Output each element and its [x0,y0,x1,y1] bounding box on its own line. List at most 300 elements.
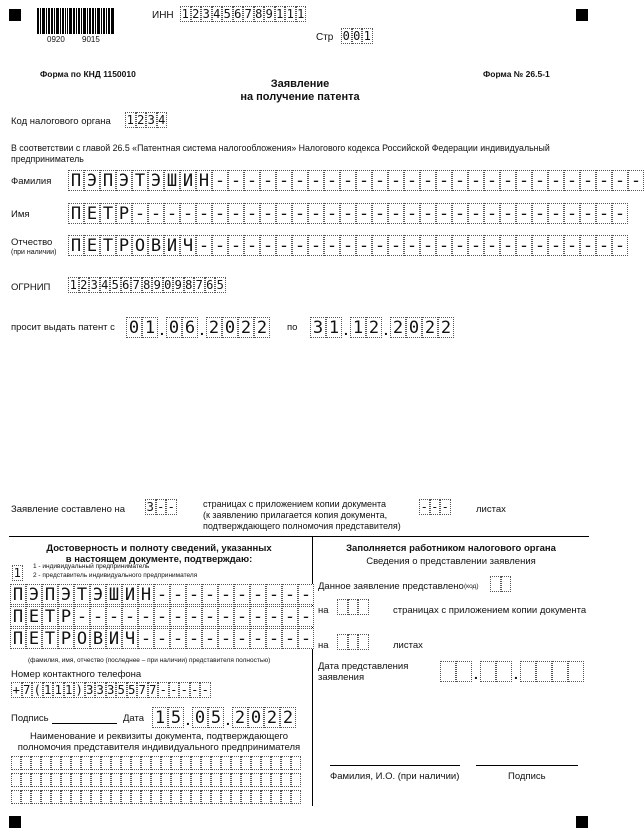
char-cell: - [308,235,324,256]
char-cell [271,756,281,770]
char-cell: 4 [101,278,109,292]
char-cell [131,773,141,787]
char-cell [11,756,21,770]
char-cell: - [228,170,244,191]
char-cell: - [308,203,324,224]
char-cell: 3 [147,113,155,127]
char-cell [201,756,211,770]
char-cell [91,773,101,787]
char-cell: 7 [132,278,140,292]
char-cell: - [266,584,282,605]
char-cell: Е [84,235,100,256]
char-cell: - [260,170,276,191]
char-cell: 6 [206,278,214,292]
char-cell: - [436,235,452,256]
char-cell: - [74,606,90,627]
corner-marker-bottom-right [576,816,588,828]
char-cell [261,790,271,804]
barcode [37,8,115,34]
char-cell [81,756,91,770]
char-cell: 0 [222,317,238,338]
char-cell [51,773,61,787]
char-cell: Э [90,584,106,605]
form-knd: Форма по КНД 1150010 [40,69,136,79]
signature-line[interactable] [52,723,117,724]
char-cell: 5 [168,707,184,728]
char-cell: - [186,606,202,627]
inn-label: ИНН [152,10,174,21]
char-cell: 2 [80,278,88,292]
surname-field[interactable] [68,170,644,191]
char-cell: Т [42,606,58,627]
char-cell: - [282,606,298,627]
signer-type-field[interactable] [12,565,23,581]
char-cell [261,756,271,770]
char-cell [111,790,121,804]
char-cell: Э [148,170,164,191]
representative-patronymic[interactable] [10,628,314,649]
char-cell: - [276,235,292,256]
char-cell: 1 [152,707,168,728]
char-cell: - [580,235,596,256]
char-cell: 2 [390,317,406,338]
char-cell: 9 [174,278,182,292]
char-cell [271,790,281,804]
char-cell: 2 [438,317,454,338]
char-cell: 2 [422,317,438,338]
char-cell: 7 [195,278,203,292]
submission-code-field[interactable] [490,576,511,592]
char-cell: В [90,628,106,649]
char-cell: 3 [107,683,115,697]
char-cell: 1 [363,29,371,43]
office-subtitle: Сведения о представлении заявления [366,556,536,567]
fio-caption: (фамилия, имя, отчество (последнее – при наличии) представителя полностью) [28,657,271,664]
char-cell: 4 [158,113,166,127]
char-cell: 2 [254,317,270,338]
title-line-2: на получение патента [240,91,360,103]
char-cell [171,756,181,770]
char-cell [101,756,111,770]
char-cell [131,756,141,770]
char-cell: - [260,235,276,256]
char-cell [121,773,131,787]
char-cell [337,634,348,650]
char-cell: 0 [248,707,264,728]
char-cell: - [441,500,449,514]
inn-field[interactable] [180,6,306,22]
confirm-title-2: в настоящем документе, подтверждаю: [65,554,253,565]
char-cell: 3 [310,317,326,338]
char-cell: - [468,235,484,256]
char-cell [191,756,201,770]
char-cell [51,756,61,770]
char-cell: В [148,235,164,256]
char-cell: - [266,606,282,627]
char-cell [101,773,111,787]
char-cell: - [452,203,468,224]
char-cell: 9 [153,278,161,292]
char-cell: - [452,235,468,256]
name-field[interactable] [68,203,628,224]
char-cell: - [452,170,468,191]
char-cell [141,756,151,770]
char-cell: - [388,170,404,191]
ogrnip-field[interactable] [68,277,226,293]
char-cell: - [234,628,250,649]
char-cell: - [500,203,516,224]
char-cell: - [212,203,228,224]
on-label-1: на [318,605,329,616]
char-cell: Е [26,628,42,649]
char-cell [201,773,211,787]
char-cell: - [170,683,178,697]
char-cell: - [500,170,516,191]
char-cell: 0 [126,317,142,338]
date-separator: . [384,322,388,338]
char-cell [241,773,251,787]
char-cell: - [212,170,228,191]
char-cell: 7 [149,683,157,697]
char-cell [291,790,301,804]
sign-date-field[interactable] [152,707,296,728]
char-cell: - [516,203,532,224]
char-cell: - [250,606,266,627]
name-label: Имя [11,209,30,220]
char-cell: Т [100,203,116,224]
signature-label: Подпись [11,713,49,724]
char-cell [41,756,51,770]
char-cell: 2 [137,113,145,127]
pages-subtext-2: подтверждающего полномочия представителя) [203,521,401,531]
char-cell: 7 [244,7,252,21]
char-cell: - [612,170,628,191]
char-cell [81,790,91,804]
char-cell: - [404,203,420,224]
char-cell [161,773,171,787]
char-cell: - [148,203,164,224]
char-cell [31,773,41,787]
office-date-field[interactable] [440,661,584,682]
char-cell: И [122,584,138,605]
char-cell: - [548,203,564,224]
char-cell: - [132,203,148,224]
char-cell: П [10,606,26,627]
char-cell: - [324,203,340,224]
char-cell: - [180,683,188,697]
office-fio-line[interactable] [330,765,460,766]
char-cell: - [186,628,202,649]
char-cell: - [260,203,276,224]
date-separator: . [200,322,204,338]
char-cell [131,790,141,804]
char-cell: - [532,203,548,224]
char-cell: - [228,203,244,224]
char-cell: - [628,170,644,191]
char-cell: 1 [326,317,342,338]
char-cell: Ш [106,584,122,605]
char-cell: - [468,170,484,191]
char-cell: П [42,584,58,605]
submitted-label: Данное заявление представлено [318,581,464,592]
representative-surname[interactable] [10,584,314,605]
char-cell: 7 [23,683,31,697]
char-cell: - [196,203,212,224]
patent-to-date[interactable] [310,317,454,338]
char-cell: 2 [264,707,280,728]
phone-field[interactable] [11,682,211,698]
char-cell: - [356,235,372,256]
office-signature-caption: Подпись [508,771,546,782]
char-cell [151,790,161,804]
char-cell: - [340,170,356,191]
char-cell: П [100,170,116,191]
char-cell: 8 [255,7,263,21]
office-pages-text: страницах с приложением копии документа [393,605,587,616]
char-cell [271,773,281,787]
char-cell: - [228,235,244,256]
date-separator: . [160,322,164,338]
char-cell: - [202,606,218,627]
char-cell: - [372,170,388,191]
char-cell: 3 [202,7,210,21]
pages-count-field[interactable] [145,499,177,515]
char-cell [161,790,171,804]
char-cell: 1 [286,7,294,21]
char-cell: Ч [122,628,138,649]
office-signature-line[interactable] [476,765,578,766]
section-divider [9,536,589,537]
char-cell [552,661,568,682]
char-cell: 0 [192,707,208,728]
char-cell: Н [196,170,212,191]
char-cell: 5 [111,278,119,292]
sheets-count-field[interactable] [419,499,451,515]
char-cell: Э [116,170,132,191]
char-cell: 5 [208,707,224,728]
char-cell: И [164,235,180,256]
char-cell [171,773,181,787]
char-cell: - [202,584,218,605]
corner-marker-top-left [9,9,21,21]
char-cell [496,661,512,682]
char-cell: - [180,203,196,224]
char-cell: - [292,235,308,256]
authority-doc-title-1: Наименование и реквизиты документа, подтверждающего [29,731,289,742]
char-cell: - [170,628,186,649]
char-cell [456,661,472,682]
char-cell: - [580,170,596,191]
char-cell [21,790,31,804]
char-cell: 1 [44,683,52,697]
char-cell: 1 [297,7,305,21]
char-cell: - [218,584,234,605]
char-cell [251,790,261,804]
pages-subtext-1: (к заявлению прилагается копия документа, [203,510,388,520]
office-fio-caption: Фамилия, И.О. (при наличии) [330,771,460,782]
char-cell: 6 [182,317,198,338]
char-cell: - [170,606,186,627]
char-cell: 0 [166,317,182,338]
char-cell [261,773,271,787]
char-cell: Р [116,235,132,256]
char-cell: 1 [142,317,158,338]
char-cell [141,773,151,787]
char-cell: Р [116,203,132,224]
char-cell: 3 [86,683,94,697]
office-sheets-label: листах [393,640,423,651]
char-cell [211,773,221,787]
char-cell: 5 [117,683,125,697]
char-cell: 6 [234,7,242,21]
char-cell [141,790,151,804]
char-cell [440,661,456,682]
char-cell [181,756,191,770]
patronymic-field[interactable] [68,235,628,256]
char-cell: - [234,584,250,605]
ogrnip-label: ОГРНИП [11,282,51,293]
char-cell: - [138,628,154,649]
char-cell [11,773,21,787]
char-cell: 1 [54,683,62,697]
char-cell [480,661,496,682]
char-cell: - [282,584,298,605]
char-cell: - [420,203,436,224]
char-cell [191,790,201,804]
char-cell: - [250,584,266,605]
char-cell [536,661,552,682]
char-cell: 2 [366,317,382,338]
char-cell: - [564,235,580,256]
char-cell: - [484,170,500,191]
column-divider [312,536,313,806]
char-cell: - [484,235,500,256]
char-cell [221,773,231,787]
char-cell: 1 [276,7,284,21]
char-cell [61,773,71,787]
char-cell: 1 [350,317,366,338]
patent-request-label: просит выдать патент с [11,322,115,333]
char-cell: - [516,170,532,191]
char-cell: Э [58,584,74,605]
char-cell [81,773,91,787]
char-cell: П [68,235,84,256]
char-cell: - [596,235,612,256]
barcode-number-left: 0920 [47,35,65,44]
page-number-field[interactable] [341,28,373,44]
char-cell [348,599,359,615]
char-cell: Т [74,584,90,605]
char-cell: И [180,170,196,191]
char-cell [281,756,291,770]
representative-name[interactable] [10,606,314,627]
corner-marker-bottom-left [9,816,21,828]
char-cell: - [612,235,628,256]
char-cell [181,773,191,787]
char-cell: - [420,235,436,256]
date-separator: . [226,712,230,728]
office-pages-field[interactable] [337,599,369,615]
char-cell: - [420,500,428,514]
char-cell: 2 [206,317,222,338]
char-cell: - [372,203,388,224]
char-cell [520,661,536,682]
pages-label: Заявление составлено на [11,504,126,515]
authority-doc-line-3[interactable] [11,790,301,804]
char-cell: + [12,683,20,697]
char-cell: 3 [146,500,154,514]
char-cell: 3 [90,278,98,292]
office-title: Заполняется работником налогового органа [346,543,556,554]
char-cell [21,756,31,770]
char-cell [568,661,584,682]
char-cell: 8 [185,278,193,292]
char-cell: - [596,170,612,191]
char-cell: - [234,606,250,627]
char-cell: - [548,170,564,191]
char-cell: - [282,628,298,649]
authority-doc-line-1[interactable] [11,756,301,770]
char-cell [337,599,348,615]
char-cell: - [106,606,122,627]
form-number: Форма № 26.5-1 [483,69,550,79]
char-cell: - [580,203,596,224]
char-cell: - [167,500,175,514]
char-cell [101,790,111,804]
char-cell: - [201,683,209,697]
office-sheets-field[interactable] [337,634,369,650]
char-cell: - [404,235,420,256]
tax-code-field[interactable] [125,112,167,128]
char-cell: Ш [164,170,180,191]
char-cell: - [244,203,260,224]
char-cell: Т [132,170,148,191]
pages-text: страницах с приложением копии документа [203,499,387,509]
char-cell: 4 [213,7,221,21]
char-cell: - [276,170,292,191]
char-cell [111,773,121,787]
char-cell [31,790,41,804]
signer-option-2: 2 - представитель индивидуального предпринимателя [33,572,198,579]
authority-doc-line-2[interactable] [11,773,301,787]
char-cell: - [212,235,228,256]
char-cell: О [74,628,90,649]
char-cell: 1 [13,566,21,580]
char-cell: - [532,235,548,256]
char-cell: 1 [126,113,134,127]
char-cell: 0 [406,317,422,338]
char-cell [61,756,71,770]
char-cell: Т [100,235,116,256]
surname-label: Фамилия [11,176,52,187]
char-cell: - [612,203,628,224]
char-cell [201,790,211,804]
char-cell: - [500,235,516,256]
char-cell: О [132,235,148,256]
patent-to-label: по [287,322,298,333]
tax-code-label: Код налогового органа [11,116,111,127]
char-cell: - [468,203,484,224]
date-separator: . [186,712,190,728]
patent-from-date[interactable] [126,317,270,338]
char-cell: - [436,203,452,224]
char-cell: - [596,203,612,224]
char-cell: Э [26,584,42,605]
char-cell: - [340,203,356,224]
char-cell: - [372,235,388,256]
char-cell: - [154,628,170,649]
char-cell [121,790,131,804]
